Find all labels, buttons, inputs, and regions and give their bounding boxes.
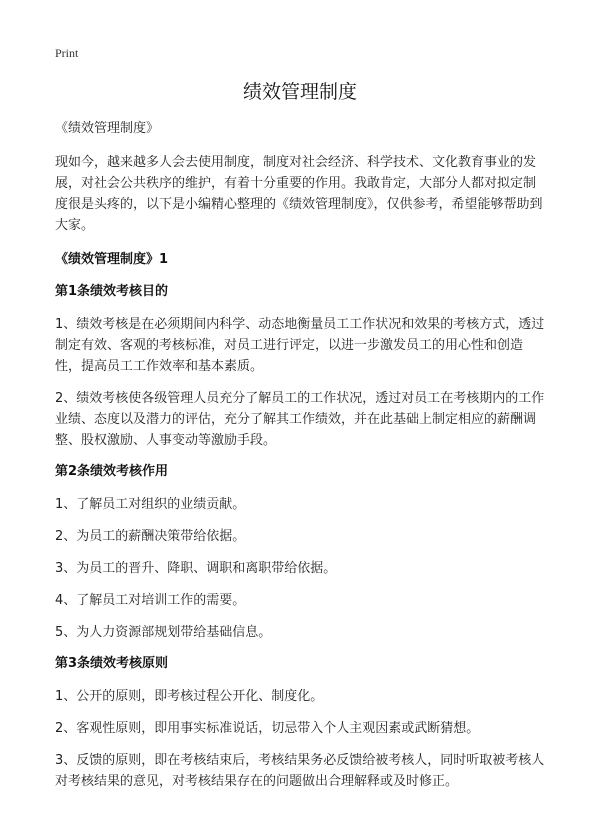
article-3-item-3: 3、反馈的原则，即在考核结束后，考核结果务必反馈给被考核人，同时听取被考核人对考核结果的意见，对考核结果存在的问题做出合理解释或及时修正。 [55,753,545,789]
article-heading-2: 第2条绩效考核作用 [55,464,169,479]
article-1-item-1: 1、绩效考核是在必须期间内科学、动态地衡量员工工作状况和效果的考核方式，透过制定有效、客观的考核标准，对员工进行评定，以进一步激发员工的用心性和创造性，提高员工工作效率和基本素质。 [55,317,545,374]
print-link[interactable]: Print [55,46,79,60]
article-1-item-2: 2、绩效考核使各级管理人员充分了解员工的工作状况，透过对员工在考核期内的工作业绩、态度以及潜力的评估，充分了解其工作绩效，并在此基础上制定相应的薪酬调整、股权激励、人事变动等激励手段。 [55,391,545,448]
intro-paragraph: 现如今，越来越多人会去使用制度，制度对社会经济、科学技术、文化教育事业的发展，对社会公共秩序的维护，有着十分重要的作用。我敢肯定，大部分人都对拟定制度很是头疼的，以下是小编精心整理的《绩效管理制度》，仅供参考，希望能够帮助到大家。 [55,155,543,233]
section-heading: 《绩效管理制度》1 [55,252,169,267]
article-2-item-1: 1、了解员工对组织的业绩贡献。 [55,497,246,512]
article-3-item-1: 1、公开的原则，即考核过程公开化、制度化。 [55,689,324,704]
article-heading-3: 第3条绩效考核原则 [55,656,169,671]
article-2-item-4: 4、了解员工对培训工作的需要。 [55,593,246,608]
article-3-item-2: 2、客观性原则，即用事实标准说话，切忌带入个人主观因素或武断猜想。 [55,721,480,736]
document-subtitle: 《绩效管理制度》 [55,121,160,136]
page-title: 绩效管理制度 [242,81,357,103]
document-body [55,76,545,803]
article-2-item-3: 3、为员工的晋升、降职、调职和离职带给依据。 [55,561,337,576]
article-2-item-2: 2、为员工的薪酬决策带给依据。 [55,529,246,544]
article-heading-1: 第1条绩效考核目的 [55,284,169,299]
article-2-item-5: 5、为人力资源部规划带给基础信息。 [55,625,272,640]
